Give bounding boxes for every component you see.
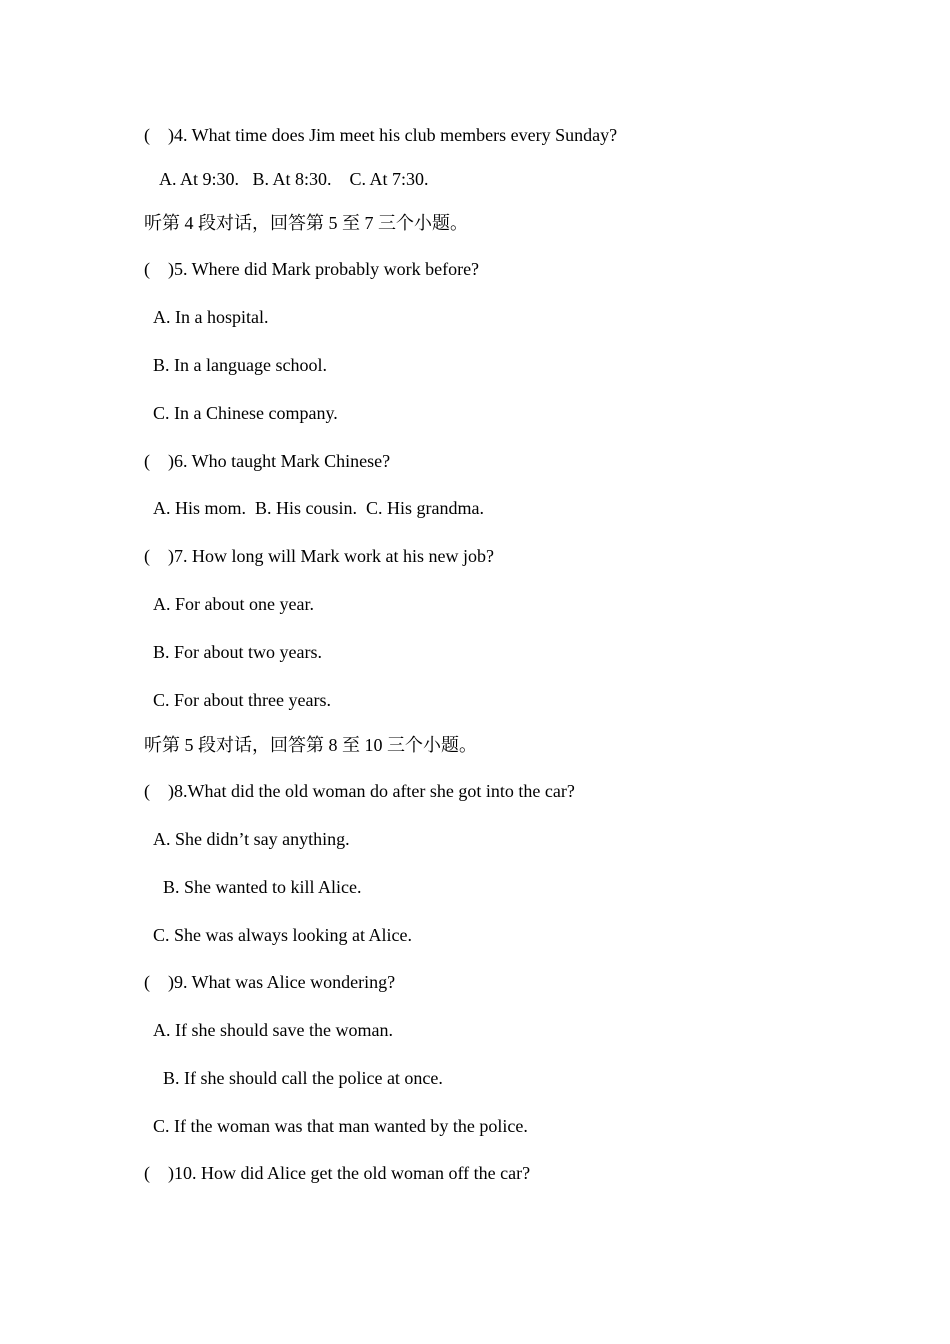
question-9-option-a: A. If she should save the woman. — [153, 1020, 393, 1040]
question-4-options: A. At 9:30. B. At 8:30. C. At 7:30. — [159, 169, 429, 189]
question-7-option-c: C. For about three years. — [153, 690, 331, 710]
question-7-option-b: B. For about two years. — [153, 642, 322, 662]
question-9: ( )9. What was Alice wondering? — [144, 972, 396, 992]
question-5-option-c: C. In a Chinese company. — [153, 403, 338, 423]
question-4: ( )4. What time does Jim meet his club members every Sunday? — [144, 125, 618, 145]
question-6-options: A. His mom. B. His cousin. C. His grandma. — [153, 498, 484, 518]
question-5: ( )5. Where did Mark probably work before? — [144, 259, 480, 279]
question-8-option-c: C. She was always looking at Alice. — [153, 925, 412, 945]
question-10: ( )10. How did Alice get the old woman off the car? — [144, 1163, 531, 1183]
question-9-option-c: C. If the woman was that man wanted by the police. — [153, 1116, 528, 1136]
question-6: ( )6. Who taught Mark Chinese? — [144, 451, 391, 471]
question-5-option-a: A. In a hospital. — [153, 307, 269, 327]
section-instruction-4: 听第 4 段对话，回答第 5 至 7 三个小题。 — [144, 213, 468, 233]
question-8-option-b: B. She wanted to kill Alice. — [163, 877, 362, 897]
section-instruction-5: 听第 5 段对话，回答第 8 至 10 三个小题。 — [144, 735, 477, 755]
question-7: ( )7. How long will Mark work at his new job? — [144, 546, 494, 566]
question-9-option-b: B. If she should call the police at once. — [163, 1068, 443, 1088]
question-5-option-b: B. In a language school. — [153, 355, 327, 375]
question-8: ( )8.What did the old woman do after she got into the car? — [144, 781, 575, 801]
question-8-option-a: A. She didn’t say anything. — [153, 829, 350, 849]
question-7-option-a: A. For about one year. — [153, 594, 314, 614]
